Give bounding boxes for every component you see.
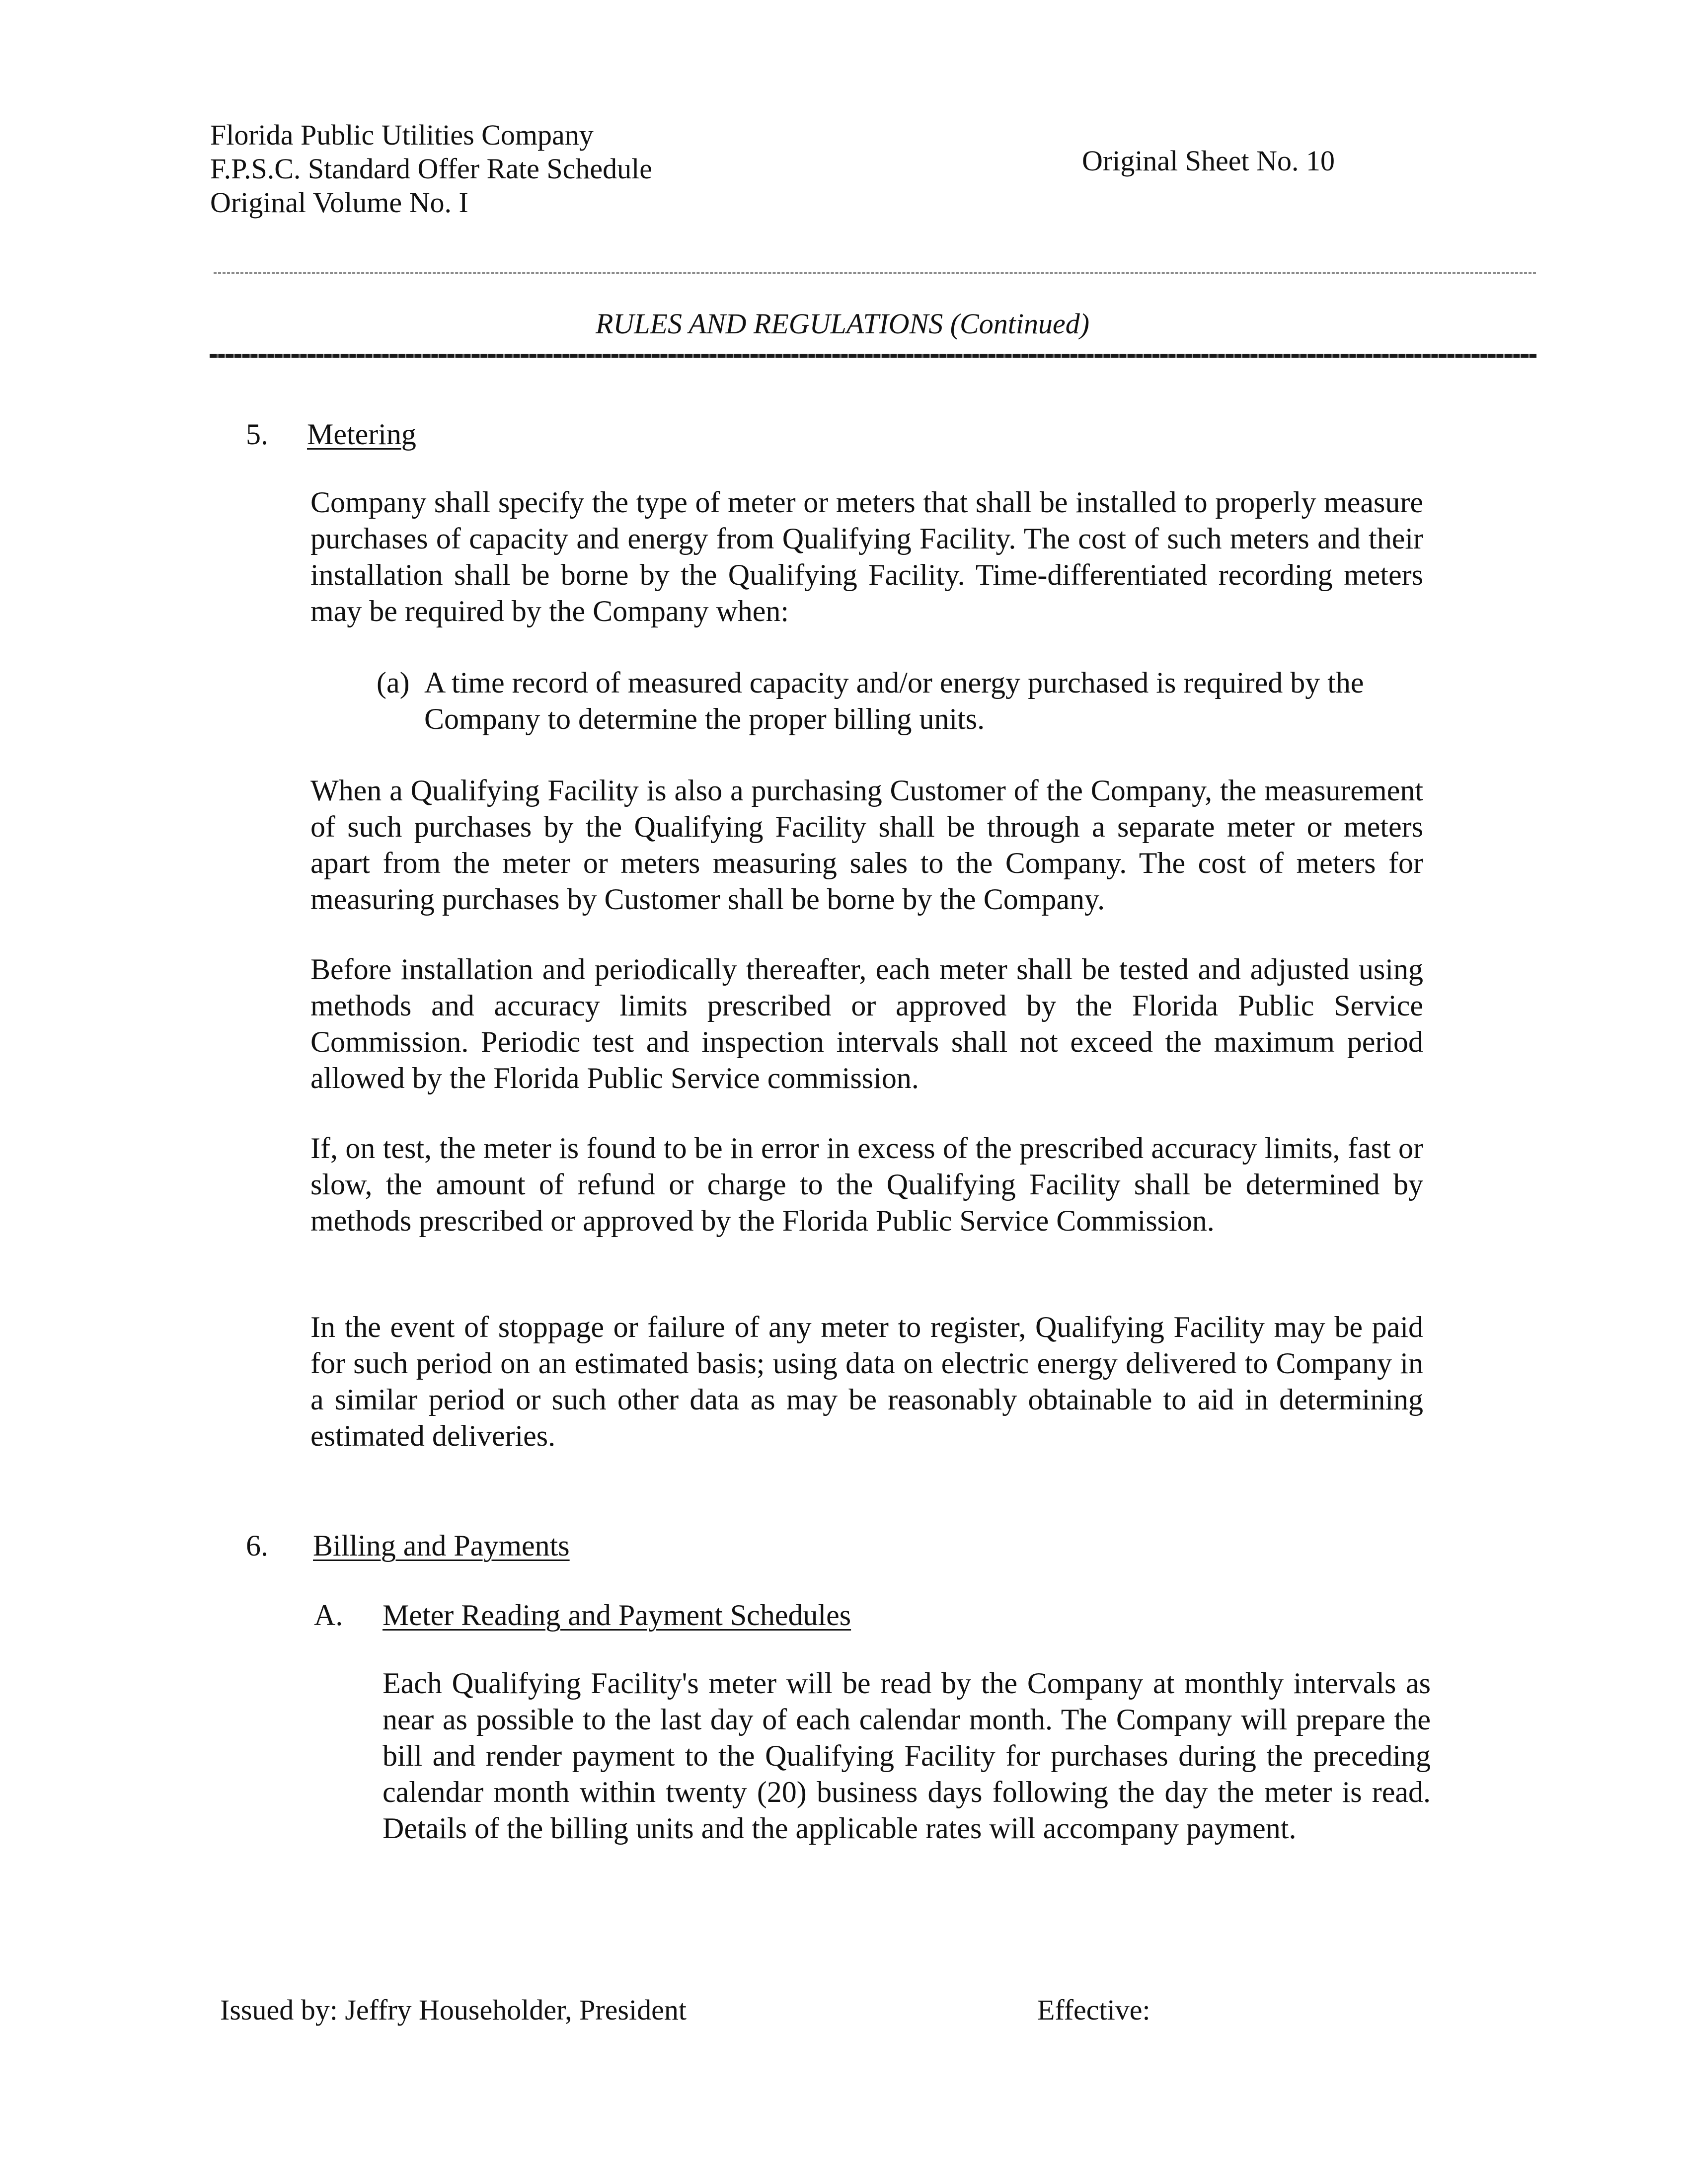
billing-heading: Billing and Payments (313, 1529, 570, 1562)
header-divider (214, 272, 1536, 274)
section-title: RULES AND REGULATIONS (Continued) (595, 308, 1090, 340)
schedule-name: F.P.S.C. Standard Offer Rate Schedule (210, 153, 652, 185)
metering-paragraph-1: Company shall specify the type of meter or meters that shall be installed to properly measure purchases of capacity and energy from Qualifying Facility. The cost of such meters and their installation shall be borne by the Qualifying Facility. Time-differentiated recording meters may be required by the Company when: (310, 486, 1423, 627)
subsection-a-label: A. (314, 1599, 343, 1632)
company-name: Florida Public Utilities Company (210, 119, 594, 151)
section-6-number: 6. (246, 1529, 268, 1562)
metering-paragraph-2: When a Qualifying Facility is also a purchasing Customer of the Company, the measurement of such purchases by the Qualifying Facility shall be through a separate meter or meters apart from the meter or meters measuring sales to the Company. The cost of meters for measuring purchases by Customer shall be borne by the Company. (310, 774, 1423, 916)
item-a-text: A time record of measured capacity and/or energy purchased is required by the Company to determine the proper billing units. (424, 666, 1364, 735)
metering-paragraph-4: If, on test, the meter is found to be in error in excess of the prescribed accuracy limits, fast or slow, the amount of refund or charge to the Qualifying Facility shall be determined by methods prescribed or approved by the Florida Public Service Commission. (310, 1132, 1423, 1237)
meter-reading-paragraph: Each Qualifying Facility's meter will be read by the Company at monthly intervals as near as possible to the last day of each calendar month. The Company will prepare the bill and render payment to the Qualifying Facility for purchases during the preceding calendar month within twenty (20) business days following the day the meter is read. Details of the billing units and the applicable rates will accompany payment. (383, 1667, 1431, 1845)
volume-label: Original Volume No. I (210, 186, 468, 219)
effective-label: Effective: (1037, 1994, 1150, 2026)
item-a-label: (a) (377, 666, 410, 699)
sheet-number: Original Sheet No. 10 (1082, 145, 1335, 177)
section-5-number: 5. (246, 418, 268, 451)
metering-item-a (377, 665, 1440, 739)
header-company-block (210, 118, 652, 220)
section-divider (210, 354, 1537, 358)
metering-heading: Metering (307, 418, 416, 451)
metering-paragraph-5: In the event of stoppage or failure of any meter to register, Qualifying Facility may be paid for such period on an estimated basis; using data on electric energy delivered to Company in a similar period or such other data as may be reasonably obtainable to aid in determining estimated deliveries. (310, 1311, 1423, 1452)
meter-reading-heading: Meter Reading and Payment Schedules (383, 1599, 851, 1632)
issued-by: Issued by: Jeffry Householder, President (220, 1994, 687, 2026)
metering-paragraph-3: Before installation and periodically thereafter, each meter shall be tested and adjusted using methods and accuracy limits prescribed or approved by the Florida Public Service Commission. Periodic test and inspection intervals shall not exceed the maximum period allowed by the Florida Public Service commission. (310, 953, 1423, 1094)
